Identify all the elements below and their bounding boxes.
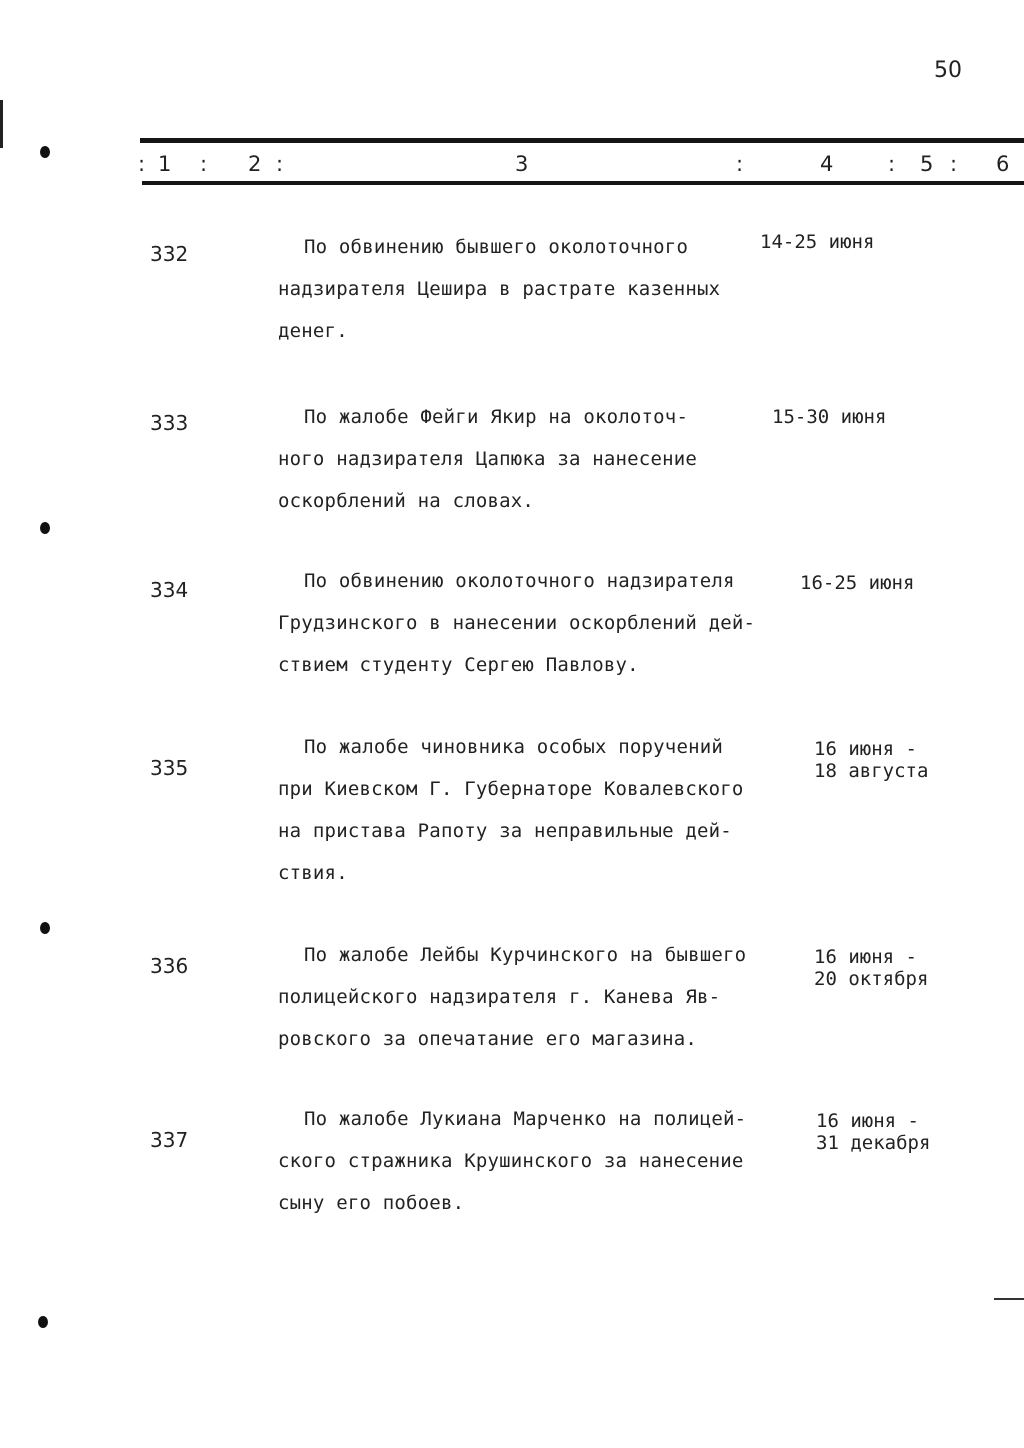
column-header-5: 5 xyxy=(920,152,934,176)
entry-line: Грудзинского в нанесении оскорблений дей- xyxy=(278,612,756,634)
entry-line: ствием студенту Сергею Павлову. xyxy=(278,654,639,676)
column-separator: : xyxy=(138,152,146,176)
column-separator: : xyxy=(200,152,208,176)
entry-dates xyxy=(760,231,874,253)
entry-line: По жалобе Лукиана Марченко на полицей- xyxy=(304,1108,747,1130)
entry-line: денег. xyxy=(278,320,348,342)
entry-number: 332 xyxy=(150,242,189,266)
entry-dates xyxy=(772,406,886,428)
entry-line: ского стражника Крушинского за нанесение xyxy=(278,1150,744,1172)
entry-number: 333 xyxy=(150,411,189,435)
entry-description xyxy=(278,934,798,1060)
entry-line: По обвинению бывшего околоточного xyxy=(304,236,689,258)
entry-dates xyxy=(814,738,928,782)
entry-line: По обвинению околоточного надзирателя xyxy=(304,570,735,592)
column-separator: : xyxy=(950,152,958,176)
entry-date-line: 16 июня - xyxy=(814,738,917,760)
entry-dates xyxy=(800,572,914,594)
entry-date-line: 20 октября xyxy=(814,968,929,990)
entry-description xyxy=(278,726,798,894)
column-header-2: 2 xyxy=(248,152,262,176)
entry-line: сыну его побоев. xyxy=(278,1192,465,1214)
entry-line: По жалобе Фейги Якир на околоточ- xyxy=(304,406,689,428)
entry-description xyxy=(278,226,798,352)
entry-date-line: 18 августа xyxy=(814,760,929,782)
column-header-4: 4 xyxy=(820,152,834,176)
column-header-6: 6 xyxy=(996,152,1010,176)
entry-line: оскорблений на словах. xyxy=(278,490,535,512)
entry-number: 337 xyxy=(150,1128,189,1152)
entry-date-line: 16-25 июня xyxy=(800,572,915,594)
entry-date-line: 31 декабря xyxy=(816,1132,931,1154)
header-rule-top xyxy=(140,138,1024,143)
column-separator: : xyxy=(888,152,896,176)
entry-date-line: 16 июня - xyxy=(816,1110,919,1132)
column-separator: : xyxy=(276,152,284,176)
entry-line: при Киевском Г. Губернаторе Ковалевского xyxy=(278,778,744,800)
column-header-1: 1 xyxy=(158,152,172,176)
entry-line: полицейского надзирателя г. Канева Яв- xyxy=(278,986,721,1008)
entry-description xyxy=(278,396,798,522)
entry-number: 336 xyxy=(150,954,189,978)
entry-line: ровского за опечатание его магазина. xyxy=(278,1028,698,1050)
entry-dates xyxy=(814,946,928,990)
entry-date-line: 16 июня - xyxy=(814,946,917,968)
margin-dash xyxy=(994,1298,1024,1300)
entry-line: ного надзирателя Цапюка за нанесение xyxy=(278,448,698,470)
punch-hole-icon xyxy=(40,146,50,158)
entry-line: надзирателя Цешира в растрате казенных xyxy=(278,278,721,300)
entry-number: 334 xyxy=(150,578,189,602)
entry-date-line: 15-30 июня xyxy=(772,406,887,428)
punch-hole-icon xyxy=(40,522,50,534)
column-header-3: 3 xyxy=(515,152,529,176)
entry-line: По жалобе чиновника особых поручений xyxy=(304,736,724,758)
punch-hole-icon xyxy=(40,922,50,934)
entry-description xyxy=(278,560,798,686)
entry-date-line: 14-25 июня xyxy=(760,231,875,253)
entry-line: ствия. xyxy=(278,862,348,884)
entry-line: на пристава Рапоту за неправильные дей- xyxy=(278,820,732,842)
page-number: 50 xyxy=(934,58,962,83)
entry-number: 335 xyxy=(150,756,189,780)
margin-mark xyxy=(0,100,3,148)
entry-description xyxy=(278,1098,798,1224)
column-separator: : xyxy=(736,152,744,176)
header-rule-bottom xyxy=(142,181,1024,185)
entry-line: По жалобе Лейбы Курчинского на бывшего xyxy=(304,944,747,966)
entry-dates xyxy=(816,1110,930,1154)
punch-hole-icon xyxy=(38,1316,48,1328)
